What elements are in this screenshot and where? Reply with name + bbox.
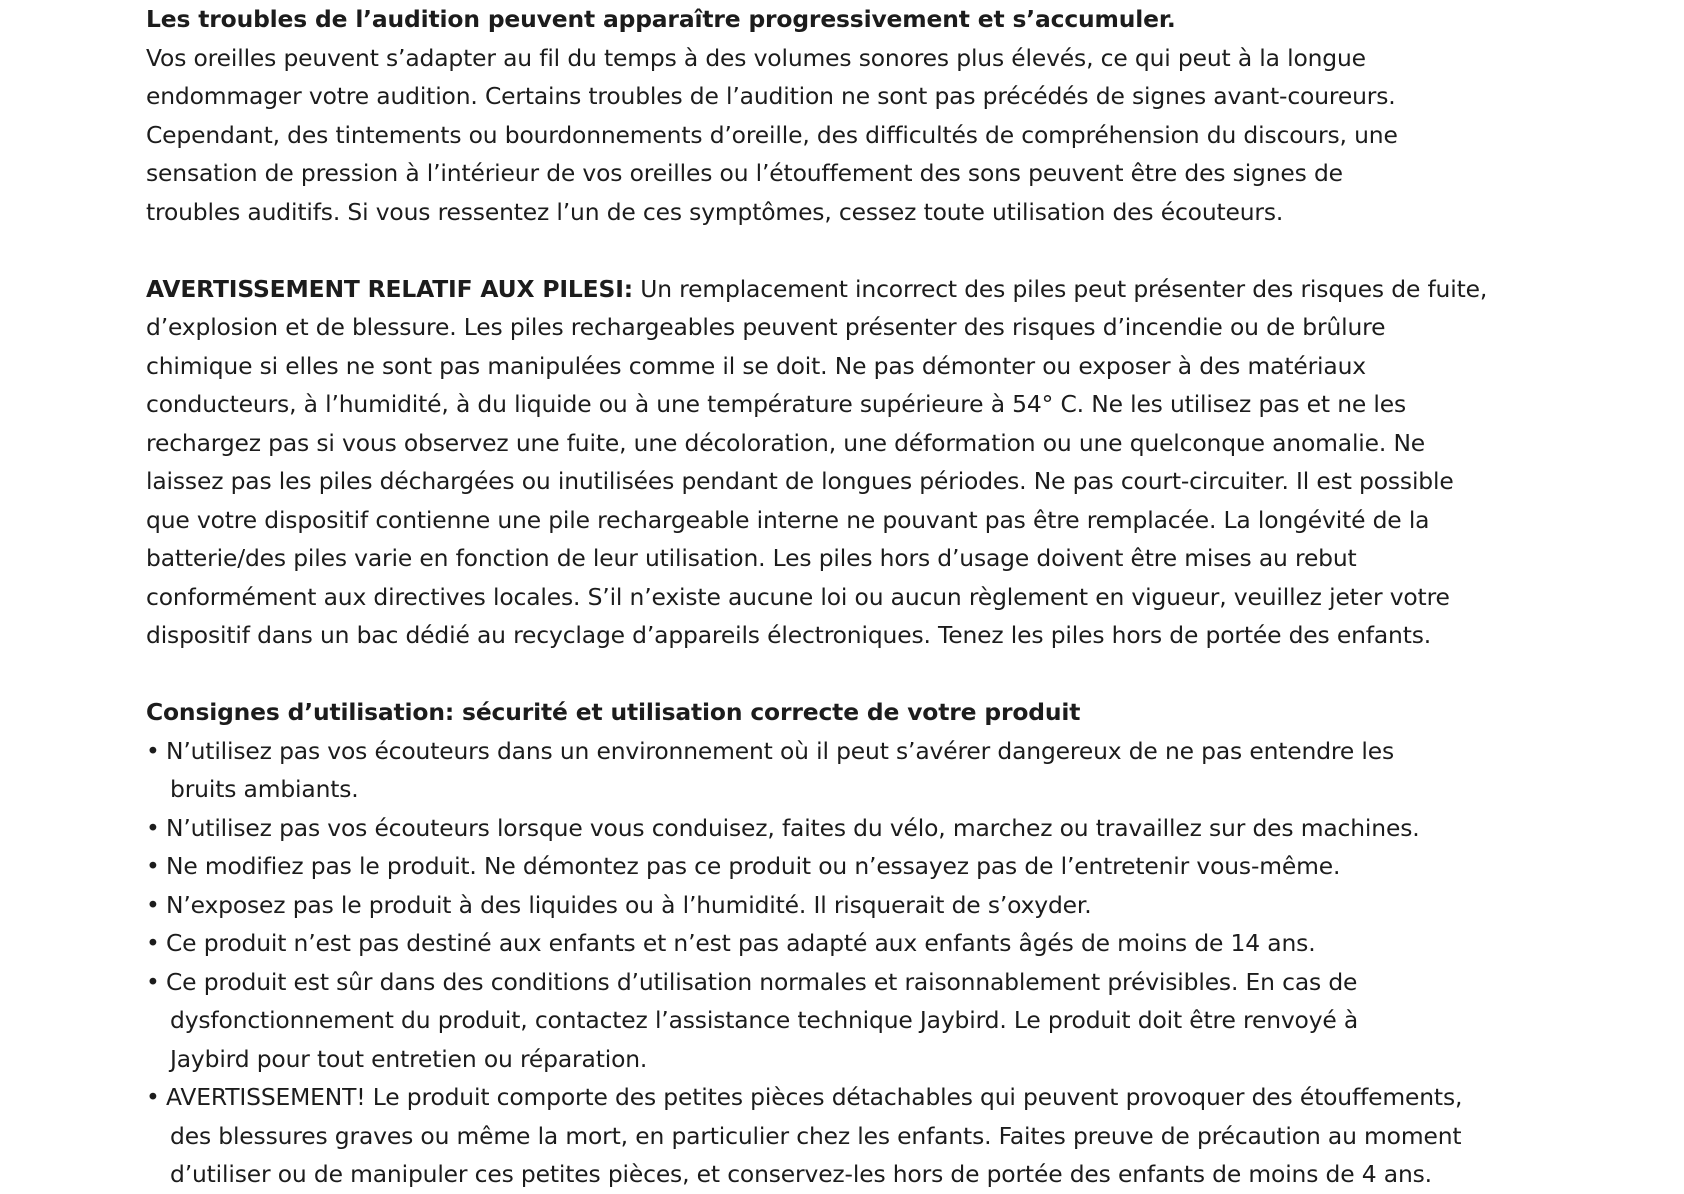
hearing-line: troubles auditifs. Si vous ressentez l’un de ces symptômes, cessez toute utilisation des écouteurs. (146, 197, 1284, 226)
list-item-continuation: dysfonctionnement du produit, contactez l’assistance technique Jaybird. Le produit doit être renvoyé à (170, 1006, 1359, 1034)
battery-first-line-text: Un remplacement incorrect des piles peut présenter des risques de fuite, (632, 274, 1488, 303)
list-item (146, 732, 1566, 771)
bullet-list (146, 732, 1566, 1194)
hearing-line: Vos oreilles peuvent s’adapter au fil du temps à des volumes sonores plus élevés, ce qui peut à la longue (146, 43, 1366, 72)
battery-line: laissez pas les piles déchargées ou inutilisées pendant de longues périodes. Ne pas court-circuiter. Il est possible (146, 467, 1454, 495)
usage-section (146, 693, 1566, 1194)
hearing-line: endommager votre audition. Certains troubles de l’audition ne sont pas précédés de signes avant-coureurs. (146, 82, 1396, 110)
battery-line: batterie/des piles varie en fonction de leur utilisation. Les piles hors d’usage doivent être mises au rebut (146, 544, 1357, 572)
list-item (146, 847, 1566, 886)
battery-warning-section (146, 270, 1566, 655)
bullet-icon: • (146, 813, 160, 842)
battery-line: conformément aux directives locales. S’il n’existe aucune loi ou aucun règlement en vigueur, veuillez jeter votre (146, 582, 1450, 611)
list-item-text: Ce produit n’est pas destiné aux enfants et n’est pas adapté aux enfants âgés de moins de 14 ans. (166, 929, 1316, 957)
list-item-text: N’utilisez pas vos écouteurs dans un environnement où il peut s’avérer dangereux de ne pas entendre les (166, 736, 1395, 765)
usage-heading: Consignes d’utilisation: sécurité et utilisation correcte de votre produit (146, 698, 1081, 726)
list-item-text: N’utilisez pas vos écouteurs lorsque vous conduisez, faites du vélo, marchez ou travaillez sur des machines. (166, 813, 1420, 842)
list-item (146, 963, 1566, 1002)
list-item-continuation: bruits ambiants. (170, 775, 359, 803)
list-item-text: Ne modifiez pas le produit. Ne démontez pas ce produit ou n’essayez pas de l’entretenir vous-même. (166, 852, 1341, 880)
list-item (146, 924, 1566, 963)
document-page (146, 0, 1566, 1194)
list-item-continuation: Jaybird pour tout entretien ou réparation. (170, 1044, 648, 1073)
bullet-icon: • (146, 967, 160, 996)
bullet-icon: • (146, 852, 160, 880)
hearing-heading: Les troubles de l’audition peuvent apparaître progressivement et s’accumuler. (146, 5, 1176, 33)
list-item (146, 1078, 1566, 1117)
hearing-line: Cependant, des tintements ou bourdonnements d’oreille, des difficultés de compréhension du discours, une (146, 120, 1398, 149)
section-spacer (146, 231, 1566, 270)
list-item-continuation: des blessures graves ou même la mort, en particulier chez les enfants. Faites preuve de précaution au moment (170, 1121, 1462, 1150)
battery-line: conducteurs, à l’humidité, à du liquide ou à une température supérieure à 54° C. Ne les utilisez pas et ne les (146, 390, 1407, 418)
hearing-line: sensation de pression à l’intérieur de vos oreilles ou l’étouffement des sons peuvent être des signes de (146, 159, 1343, 187)
battery-line: que votre dispositif contienne une pile rechargeable interne ne pouvant pas être remplacée. La longévité de la (146, 505, 1430, 534)
bullet-icon: • (146, 1083, 160, 1111)
list-item-continuation: d’utiliser ou de manipuler ces petites pièces, et conservez-les hors de portée des enfants de moins de 4 ans. (170, 1160, 1432, 1188)
hearing-section (146, 0, 1566, 231)
list-item (146, 809, 1566, 848)
list-item (146, 886, 1566, 925)
bullet-icon: • (146, 736, 160, 765)
battery-line: dispositif dans un bac dédié au recyclage d’appareils électroniques. Tenez les piles hors de portée des enfants. (146, 621, 1432, 649)
list-item-text: AVERTISSEMENT! Le produit comporte des petites pièces détachables qui peuvent provoquer des étouffements, (166, 1083, 1463, 1111)
battery-warning-label: AVERTISSEMENT RELATIF AUX PILESI: (146, 274, 633, 303)
list-item-text: Ce produit est sûr dans des conditions d’utilisation normales et raisonnablement prévisibles. En cas de (166, 967, 1358, 996)
battery-line: d’explosion et de blessure. Les piles rechargeables peuvent présenter des risques d’incendie ou de brûlure (146, 313, 1386, 341)
section-spacer (146, 655, 1566, 694)
list-item-text: N’exposez pas le produit à des liquides ou à l’humidité. Il risquerait de s’oxyder. (166, 890, 1092, 919)
bullet-icon: • (146, 890, 160, 919)
battery-line: chimique si elles ne sont pas manipulées comme il se doit. Ne pas démonter ou exposer à des matériaux (146, 351, 1366, 380)
bullet-icon: • (146, 929, 160, 957)
battery-line: rechargez pas si vous observez une fuite, une décoloration, une déformation ou une quelconque anomalie. Ne (146, 428, 1426, 457)
battery-first-line (146, 270, 1566, 309)
